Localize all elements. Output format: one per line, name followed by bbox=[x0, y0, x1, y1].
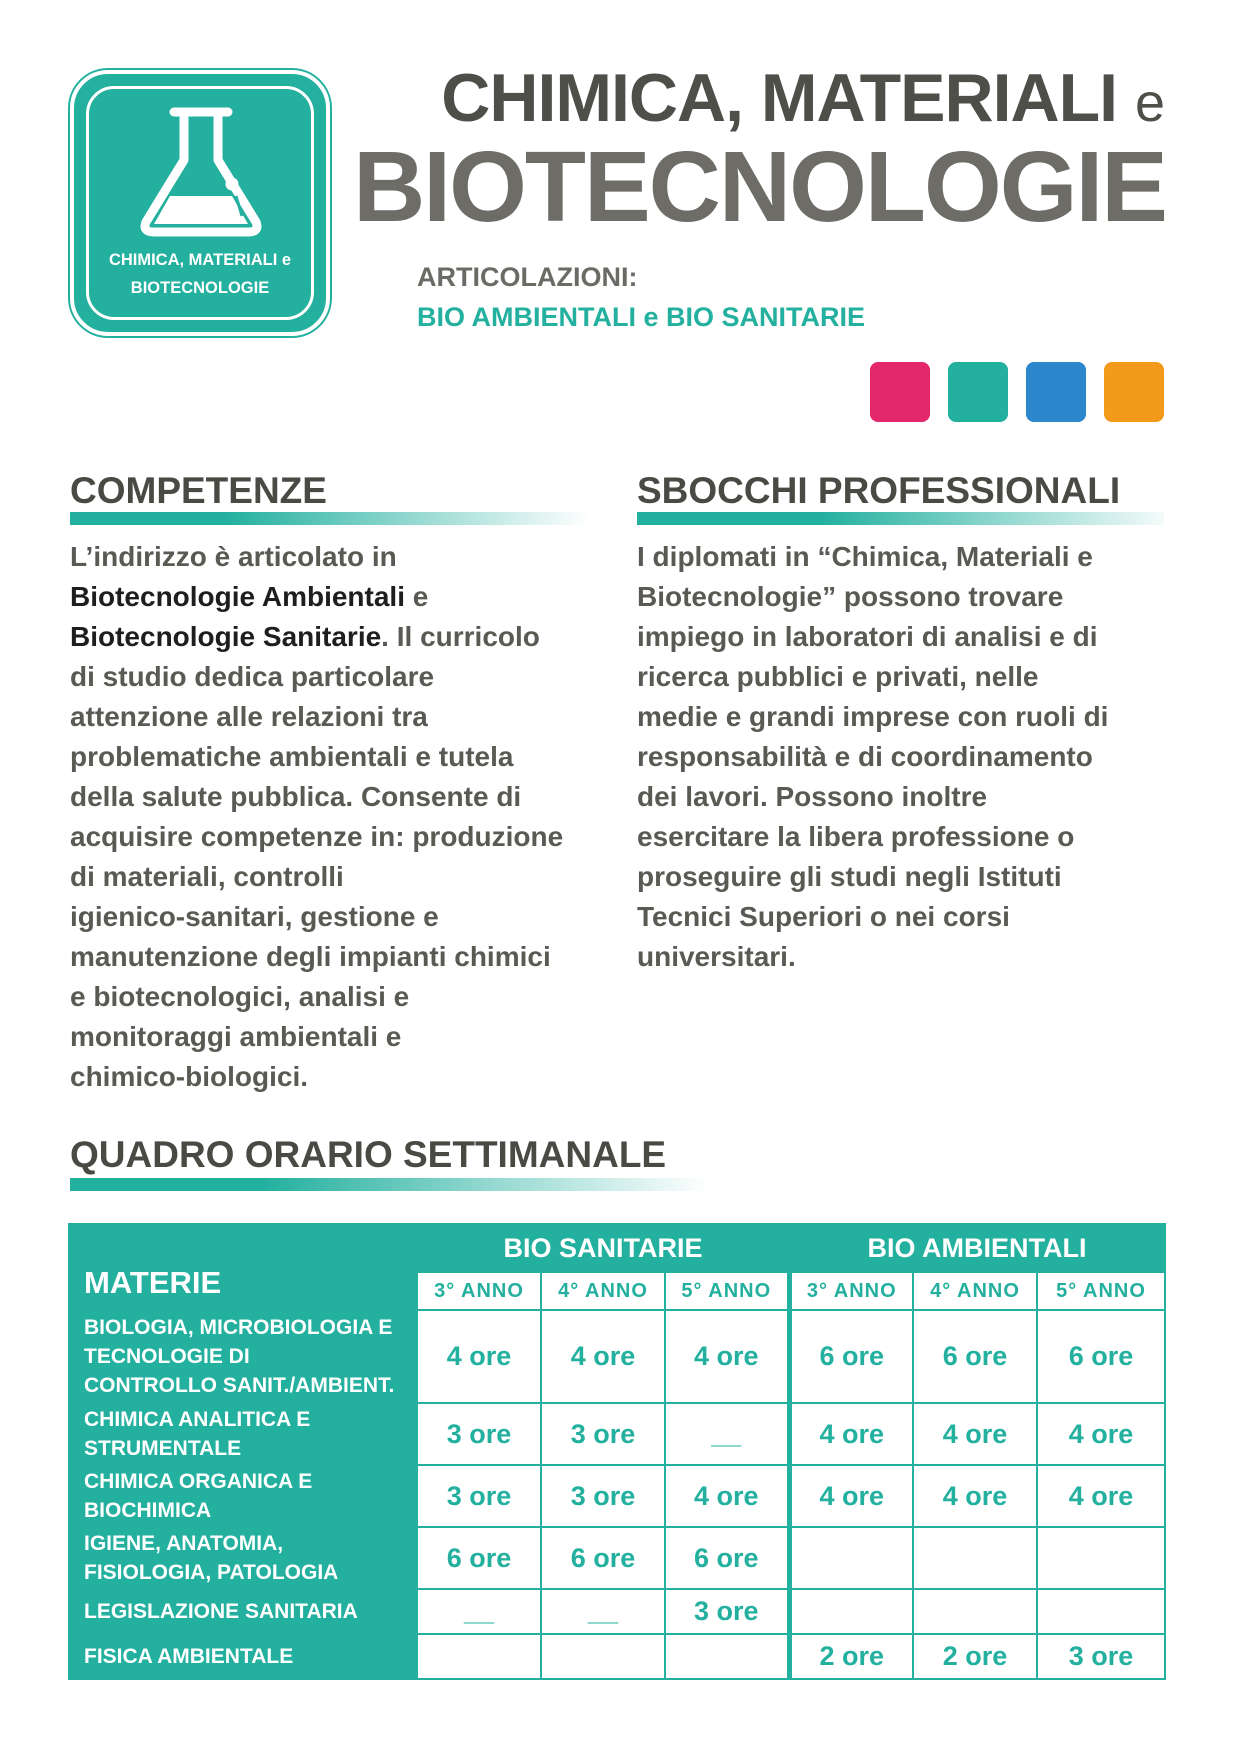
hours-cell: __ bbox=[541, 1589, 665, 1634]
articolazioni-label: ARTICOLAZIONI: bbox=[417, 262, 638, 292]
table-row bbox=[69, 1465, 1165, 1527]
title-conj: e bbox=[1134, 73, 1164, 133]
competenze-line: monitoraggi ambientali e bbox=[70, 1021, 402, 1052]
color-swatches bbox=[870, 362, 1164, 422]
hours-cell bbox=[1037, 1527, 1165, 1589]
hours-cell: 4 ore bbox=[665, 1310, 789, 1403]
materia-line: BIOLOGIA, MICROBIOLOGIA E bbox=[84, 1316, 393, 1339]
sbocchi-line: I diplomati in “Chimica, Materiali e bbox=[637, 541, 1093, 572]
hours-cell: 6 ore bbox=[1037, 1310, 1165, 1403]
materia-cell bbox=[69, 1465, 417, 1527]
swatch-blue bbox=[1026, 362, 1086, 422]
competenze-fragment: e bbox=[405, 581, 429, 612]
hours-cell: 2 ore bbox=[789, 1634, 913, 1679]
materia-line: TECNOLOGIE DI bbox=[84, 1345, 250, 1368]
materia-line: CHIMICA ANALITICA E bbox=[84, 1408, 311, 1431]
materia-cell bbox=[69, 1634, 417, 1679]
sbocchi-line: Biotecnologie” possono trovare bbox=[637, 581, 1064, 612]
sbocchi-line: responsabilità e di coordinamento bbox=[637, 741, 1093, 772]
hours-cell bbox=[665, 1634, 789, 1679]
competenze-line: L’indirizzo è articolato in bbox=[70, 541, 397, 572]
group-bio-sanitarie: BIO SANITARIE bbox=[417, 1224, 789, 1272]
competenze-line: chimico-biologici. bbox=[70, 1061, 309, 1092]
hours-cell: 6 ore bbox=[541, 1527, 665, 1589]
hours-cell: 3 ore bbox=[541, 1465, 665, 1527]
sbocchi-line: esercitare la libera professione o bbox=[637, 821, 1075, 852]
orario-table bbox=[68, 1223, 1166, 1680]
competenze-line: igienico-sanitari, gestione e bbox=[70, 901, 439, 932]
hours-cell bbox=[789, 1527, 913, 1589]
year-header: 3° ANNO bbox=[417, 1272, 541, 1310]
group-header-row bbox=[69, 1224, 1165, 1272]
articolazioni-value: BIO AMBIENTALI e BIO SANITARIE bbox=[417, 302, 866, 332]
competenze-line: della salute pubblica. Consente di bbox=[70, 781, 522, 812]
sbocchi-line: impiego in laboratori di analisi e di bbox=[637, 621, 1098, 652]
materia-line: FISIOLOGIA, PATOLOGIA bbox=[84, 1561, 339, 1584]
materia-line: BIOCHIMICA bbox=[84, 1499, 212, 1522]
year-header: 3° ANNO bbox=[789, 1272, 913, 1310]
hours-cell bbox=[913, 1589, 1037, 1634]
quadro-title: QUADRO ORARIO SETTIMANALE bbox=[70, 1134, 667, 1175]
hours-cell bbox=[789, 1589, 913, 1634]
hours-cell: 4 ore bbox=[789, 1403, 913, 1465]
materia-cell bbox=[69, 1310, 417, 1403]
table-row bbox=[69, 1527, 1165, 1589]
flask-icon bbox=[136, 104, 266, 244]
swatch-orange bbox=[1104, 362, 1164, 422]
materia-cell bbox=[69, 1589, 417, 1634]
sbocchi-text bbox=[637, 537, 1167, 977]
year-header: 5° ANNO bbox=[665, 1272, 789, 1310]
table-row bbox=[69, 1310, 1165, 1403]
materia-line: IGIENE, ANATOMIA, bbox=[84, 1532, 284, 1555]
competenze-underline bbox=[70, 512, 590, 525]
page-title-line2: BIOTECNOLOGIE bbox=[353, 131, 1166, 243]
materie-header: MATERIE bbox=[69, 1224, 417, 1310]
hours-cell: 3 ore bbox=[417, 1403, 541, 1465]
hours-cell: 4 ore bbox=[541, 1310, 665, 1403]
hours-cell bbox=[541, 1634, 665, 1679]
hours-cell: __ bbox=[417, 1589, 541, 1634]
competenze-fragment: . Il curricolo bbox=[381, 621, 540, 652]
hours-cell: 6 ore bbox=[913, 1310, 1037, 1403]
competenze-line bbox=[70, 617, 610, 657]
materia-line: LEGISLAZIONE SANITARIA bbox=[84, 1600, 358, 1623]
hours-cell: 3 ore bbox=[1037, 1634, 1165, 1679]
table-row bbox=[69, 1589, 1165, 1634]
sbocchi-line: medie e grandi imprese con ruoli di bbox=[637, 701, 1109, 732]
hours-cell: 4 ore bbox=[913, 1403, 1037, 1465]
materia-line: FISICA AMBIENTALE bbox=[84, 1645, 294, 1668]
table-row bbox=[69, 1634, 1165, 1679]
competenze-line: di studio dedica particolare bbox=[70, 661, 435, 692]
competenze-highlight: Biotecnologie Ambientali bbox=[70, 581, 405, 612]
group-bio-ambientali: BIO AMBIENTALI bbox=[789, 1224, 1165, 1272]
logo-badge bbox=[70, 70, 330, 336]
hours-cell: 3 ore bbox=[541, 1403, 665, 1465]
materia-line: CONTROLLO SANIT./AMBIENT. bbox=[84, 1374, 395, 1397]
title-line1-text: CHIMICA, MATERIALI bbox=[441, 60, 1118, 136]
hours-cell: 4 ore bbox=[1037, 1465, 1165, 1527]
logo-label-line1: CHIMICA, MATERIALI e bbox=[108, 251, 292, 269]
competenze-line: acquisire competenze in: produzione bbox=[70, 821, 564, 852]
sbocchi-line: proseguire gli studi negli Istituti bbox=[637, 861, 1062, 892]
competenze-line: e biotecnologici, analisi e bbox=[70, 981, 410, 1012]
materia-cell bbox=[69, 1527, 417, 1589]
hours-cell bbox=[417, 1634, 541, 1679]
sbocchi-line: universitari. bbox=[637, 941, 796, 972]
sbocchi-title: SBOCCHI PROFESSIONALI bbox=[637, 470, 1121, 511]
materia-line: CHIMICA ORGANICA E bbox=[84, 1470, 313, 1493]
year-header: 4° ANNO bbox=[913, 1272, 1037, 1310]
hours-cell: 3 ore bbox=[417, 1465, 541, 1527]
hours-cell: 6 ore bbox=[789, 1310, 913, 1403]
competenze-line: di materiali, controlli bbox=[70, 861, 344, 892]
hours-cell: 4 ore bbox=[913, 1465, 1037, 1527]
hours-cell: 3 ore bbox=[665, 1589, 789, 1634]
sbocchi-line: ricerca pubblici e privati, nelle bbox=[637, 661, 1039, 692]
hours-cell: 4 ore bbox=[417, 1310, 541, 1403]
swatch-pink bbox=[870, 362, 930, 422]
hours-cell: 6 ore bbox=[417, 1527, 541, 1589]
hours-cell: 4 ore bbox=[1037, 1403, 1165, 1465]
swatch-teal bbox=[948, 362, 1008, 422]
materia-cell bbox=[69, 1403, 417, 1465]
competenze-line: manutenzione degli impianti chimici bbox=[70, 941, 551, 972]
materia-line: STRUMENTALE bbox=[84, 1437, 242, 1460]
quadro-underline bbox=[70, 1178, 710, 1191]
hours-cell: 4 ore bbox=[789, 1465, 913, 1527]
hours-cell: __ bbox=[665, 1403, 789, 1465]
competenze-text bbox=[70, 537, 610, 1097]
year-header: 4° ANNO bbox=[541, 1272, 665, 1310]
logo-label bbox=[74, 246, 326, 302]
hours-cell: 6 ore bbox=[665, 1527, 789, 1589]
sbocchi-line: dei lavori. Possono inoltre bbox=[637, 781, 988, 812]
competenze-line: attenzione alle relazioni tra bbox=[70, 701, 428, 732]
competenze-line bbox=[70, 577, 610, 617]
competenze-title: COMPETENZE bbox=[70, 470, 327, 511]
logo-label-line2: BIOTECNOLOGIE bbox=[130, 279, 270, 297]
year-header: 5° ANNO bbox=[1037, 1272, 1165, 1310]
hours-cell bbox=[913, 1527, 1037, 1589]
hours-cell: 2 ore bbox=[913, 1634, 1037, 1679]
sbocchi-line: Tecnici Superiori o nei corsi bbox=[637, 901, 1010, 932]
hours-cell: 4 ore bbox=[665, 1465, 789, 1527]
sbocchi-underline bbox=[637, 512, 1164, 525]
table-row bbox=[69, 1403, 1165, 1465]
competenze-line: problematiche ambientali e tutela bbox=[70, 741, 514, 772]
competenze-highlight: Biotecnologie Sanitarie bbox=[70, 621, 382, 652]
hours-cell bbox=[1037, 1589, 1165, 1634]
